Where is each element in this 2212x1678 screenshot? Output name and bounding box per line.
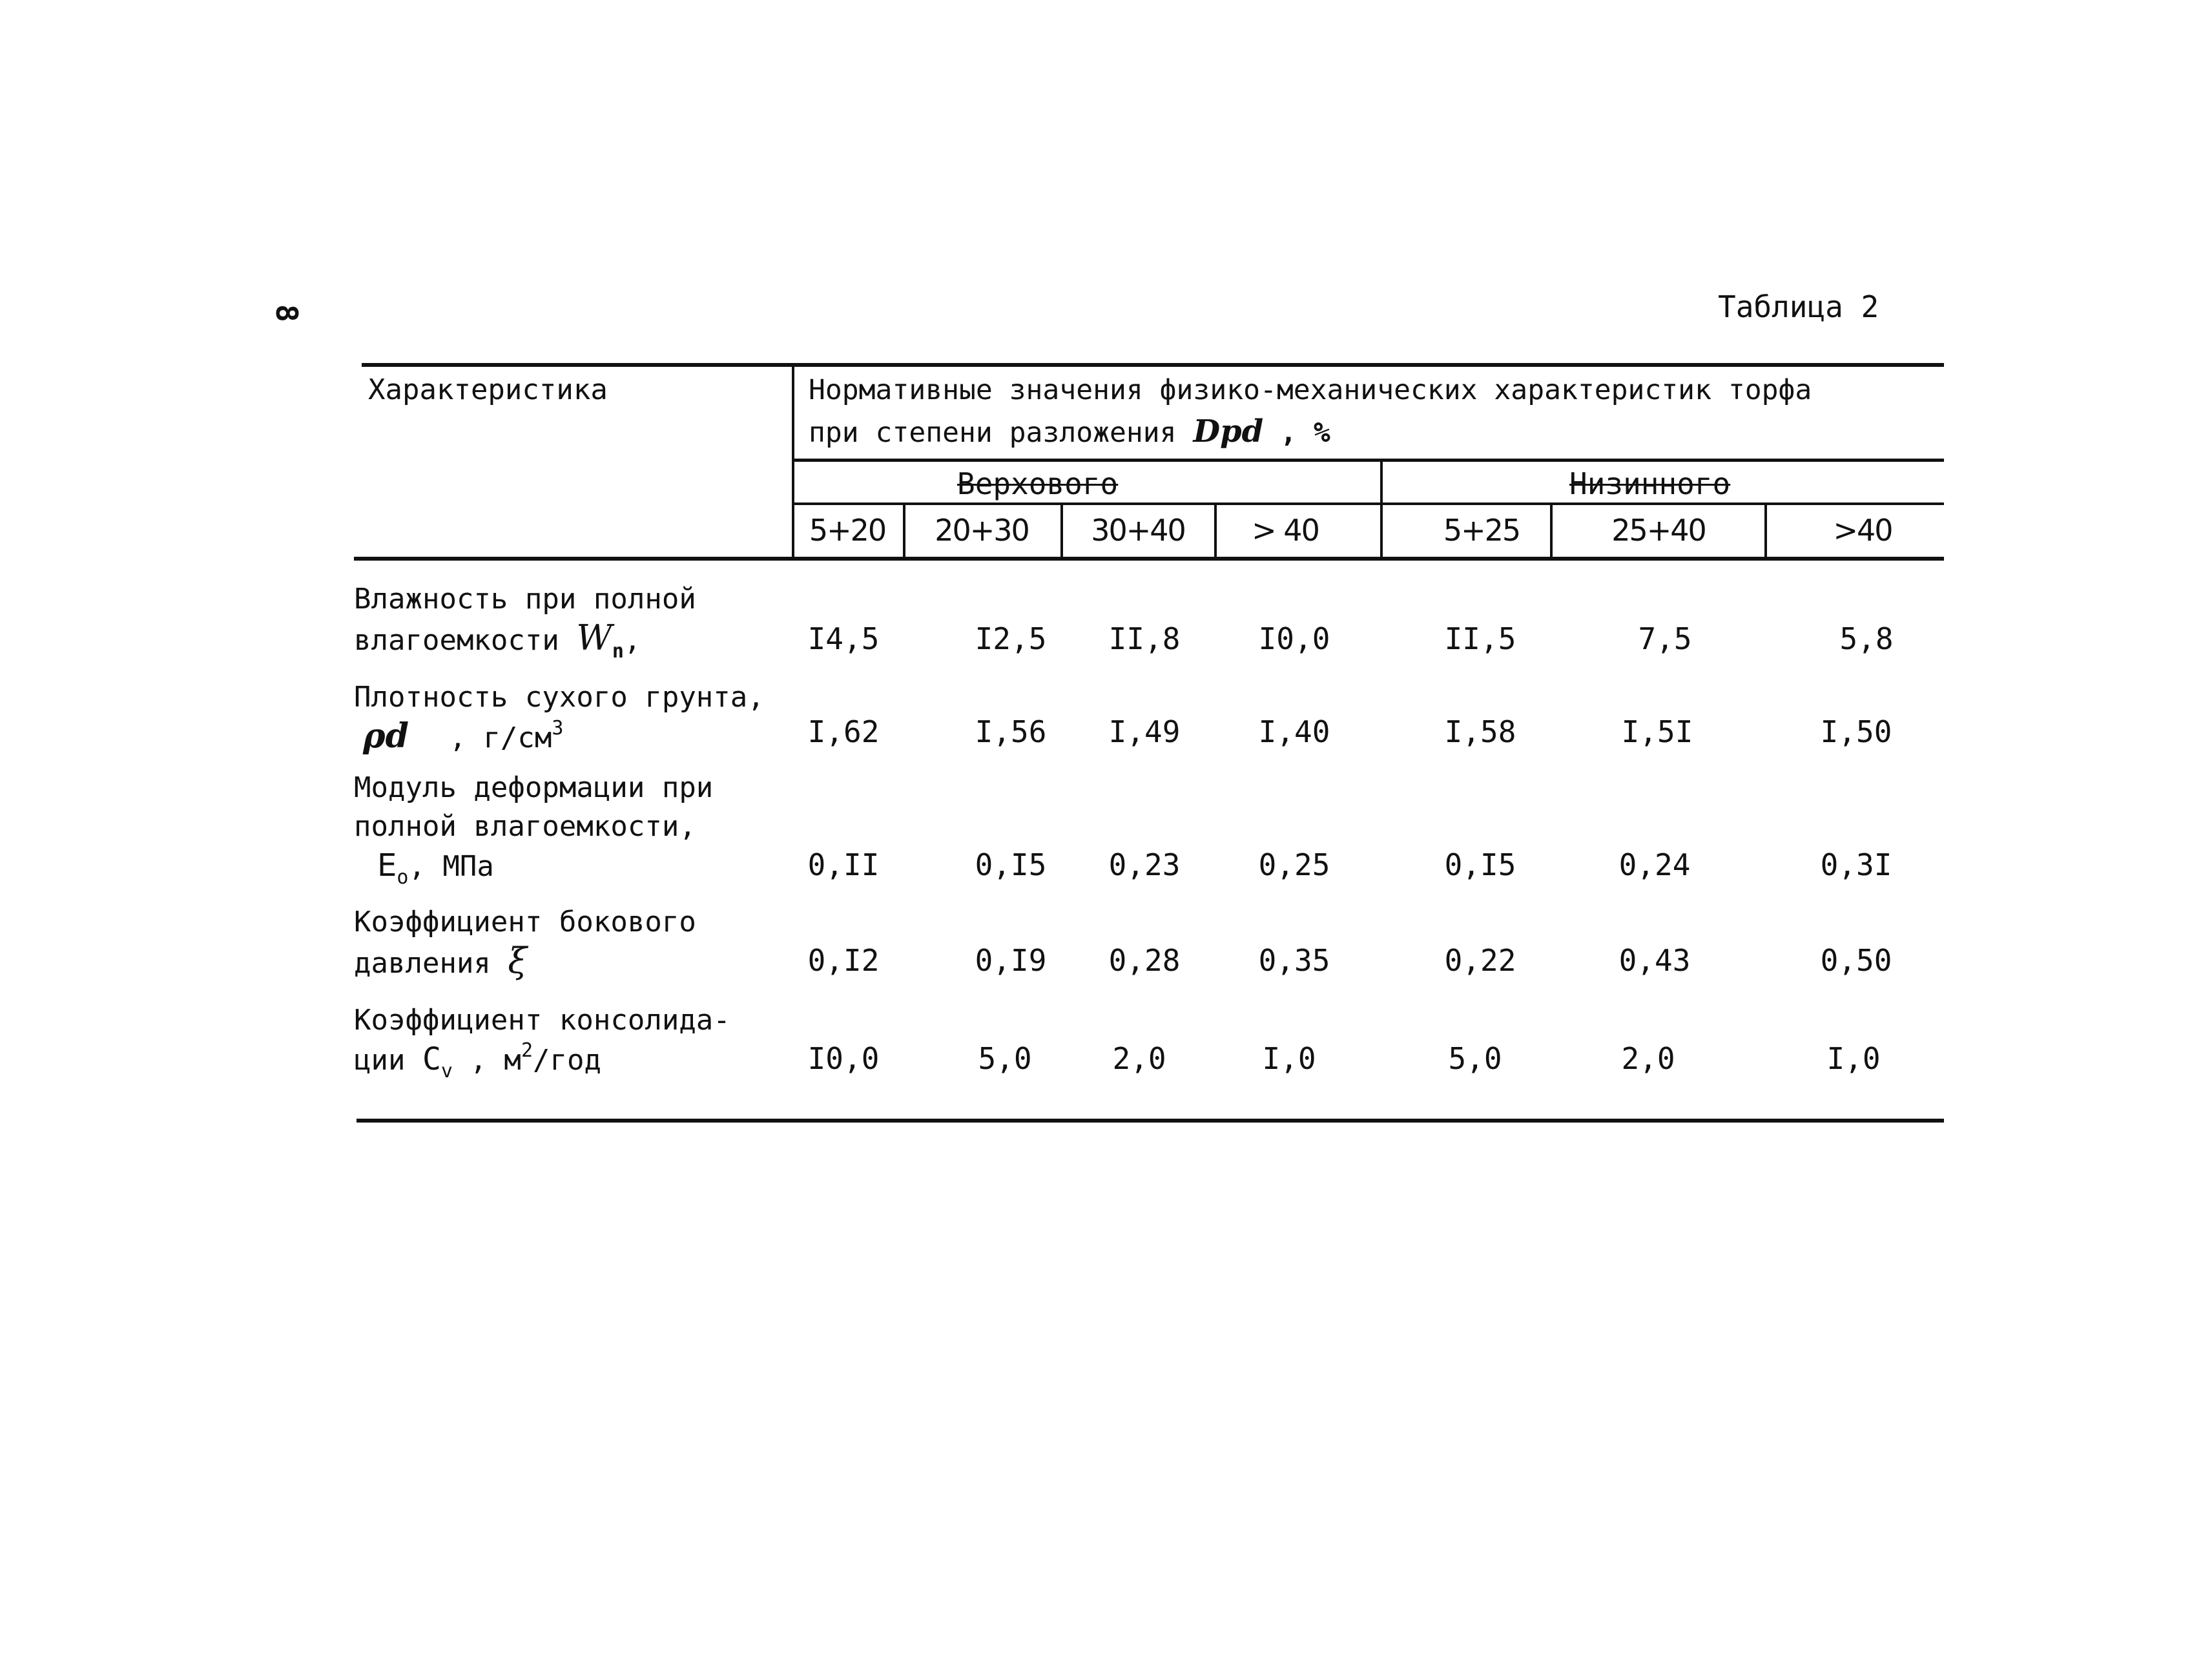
group-lower: Низинного	[1569, 466, 1731, 501]
range-lower-1: 5+25	[1443, 513, 1520, 548]
row-density-label-line1: Плотность сухого грунта,	[354, 681, 765, 714]
header-norm-prefix: при степени разложения	[809, 417, 1177, 449]
row-lateral-label-line1: Коэффициент бокового	[354, 906, 696, 938]
cell-consolidation-3: 2,0	[1112, 1041, 1166, 1076]
row-density-label-line2	[354, 717, 765, 761]
row-moisture-label-text: влагоемкости	[354, 624, 559, 657]
cell-density-6: I,5I	[1621, 714, 1693, 749]
cell-density-2: I,56	[975, 714, 1047, 749]
row-consolidation-label-line1: Коэффициент консолида-	[354, 1004, 730, 1037]
group-divider	[793, 502, 1944, 505]
cell-modulus-2: 0,I5	[975, 847, 1047, 882]
cell-moisture-4: I0,0	[1258, 621, 1330, 656]
row-modulus-symbol-sub: o	[397, 866, 409, 889]
cell-density-1: I,62	[807, 714, 880, 749]
row-modulus-label	[354, 769, 713, 889]
cell-consolidation-6: 2,0	[1621, 1041, 1675, 1076]
range-lower-2: 25+40	[1611, 513, 1706, 548]
table-caption: Таблица 2	[1718, 289, 1879, 324]
row-moisture-label-line2	[354, 619, 696, 663]
cell-moisture-1: I4,5	[807, 621, 880, 656]
cell-modulus-5: 0,I5	[1444, 847, 1516, 882]
header-bottom-rule	[354, 557, 1944, 561]
cell-density-3: I,49	[1108, 714, 1181, 749]
cell-moisture-2: I2,5	[975, 621, 1047, 656]
row-consolidation-symbol-sub: v	[440, 1060, 453, 1082]
range-upper-2: 20+30	[935, 513, 1029, 548]
cell-density-5: I,58	[1444, 714, 1516, 749]
cell-moisture-7: 5,8	[1839, 621, 1894, 656]
page-number: 8	[269, 304, 304, 322]
row-consolidation-unit: , м	[470, 1044, 521, 1077]
table-bottom-rule	[357, 1119, 1944, 1123]
cell-lateral-2: 0,I9	[975, 943, 1047, 978]
column-divider-range-2	[1060, 504, 1063, 561]
row-modulus-label-line2: полной влагоемкости,	[354, 810, 696, 843]
row-consolidation-label	[354, 1001, 730, 1083]
row-lateral-symbol: ξ	[508, 940, 528, 981]
header-norm-unit: , %	[1280, 417, 1330, 449]
header-norm-line1: Нормативные значения физико-механических характеристик торфа	[809, 374, 1812, 406]
table-top-rule	[362, 363, 1944, 367]
cell-density-4: I,40	[1258, 714, 1330, 749]
cell-consolidation-1: I0,0	[807, 1041, 880, 1076]
group-upper: Верхового	[957, 466, 1119, 501]
row-consolidation-label-line2	[354, 1040, 730, 1083]
row-moisture-symbol-sub: n	[612, 640, 624, 663]
header-norm-symbol: Dpd	[1193, 413, 1264, 450]
cell-consolidation-7: I,0	[1826, 1041, 1881, 1076]
row-moisture-label-line1: Влажность при полной	[354, 583, 696, 616]
row-density-label	[354, 678, 765, 761]
row-density-unit-sup: 3	[552, 717, 564, 740]
row-density-unit: , г/см	[449, 721, 552, 754]
header-divider	[793, 459, 1944, 462]
cell-lateral-6: 0,43	[1618, 943, 1691, 978]
cell-lateral-1: 0,I2	[807, 943, 880, 978]
cell-lateral-7: 0,50	[1820, 943, 1892, 978]
row-moisture-symbol: W	[576, 617, 612, 658]
range-lower-3: >40	[1833, 513, 1892, 548]
row-lateral-label	[354, 903, 696, 983]
cell-moisture-6: 7,5	[1638, 621, 1692, 656]
row-consolidation-label-text: ции	[354, 1044, 406, 1077]
row-modulus-symbol: E	[377, 847, 397, 884]
cell-modulus-1: 0,II	[807, 847, 880, 882]
cell-modulus-6: 0,24	[1618, 847, 1691, 882]
cell-moisture-5: II,5	[1444, 621, 1516, 656]
cell-consolidation-2: 5,0	[978, 1041, 1032, 1076]
range-upper-3: 30+40	[1091, 513, 1185, 548]
cell-density-7: I,50	[1820, 714, 1892, 749]
cell-consolidation-4: I,0	[1262, 1041, 1316, 1076]
row-modulus-unit: , МПа	[408, 850, 494, 883]
header-norm-line2	[809, 411, 1330, 453]
row-lateral-label-text: давления	[354, 947, 491, 980]
cell-lateral-4: 0,35	[1258, 943, 1330, 978]
cell-modulus-4: 0,25	[1258, 847, 1330, 882]
cell-modulus-3: 0,23	[1108, 847, 1181, 882]
row-lateral-label-line2	[354, 942, 696, 983]
range-upper-1: 5+20	[809, 513, 886, 548]
column-divider-group	[1380, 460, 1383, 561]
cell-lateral-3: 0,28	[1108, 943, 1181, 978]
row-modulus-label-line3	[354, 846, 713, 889]
cell-consolidation-5: 5,0	[1448, 1041, 1502, 1076]
row-consolidation-unit-tail: /год	[533, 1044, 601, 1077]
row-density-symbol: ρd	[363, 716, 409, 756]
row-consolidation-unit-sup: 2	[521, 1039, 533, 1062]
row-modulus-label-line1: Модуль деформации при	[354, 771, 714, 804]
range-upper-4: > 40	[1252, 513, 1319, 548]
row-moisture-label	[354, 580, 696, 663]
header-characteristic: Характеристика	[368, 373, 608, 406]
cell-moisture-3: II,8	[1108, 621, 1181, 656]
row-moisture-suffix: ,	[623, 624, 641, 657]
cell-lateral-5: 0,22	[1444, 943, 1516, 978]
cell-modulus-7: 0,3I	[1820, 847, 1892, 882]
row-consolidation-symbol: C	[422, 1041, 441, 1077]
column-divider-range-6	[1764, 504, 1767, 561]
